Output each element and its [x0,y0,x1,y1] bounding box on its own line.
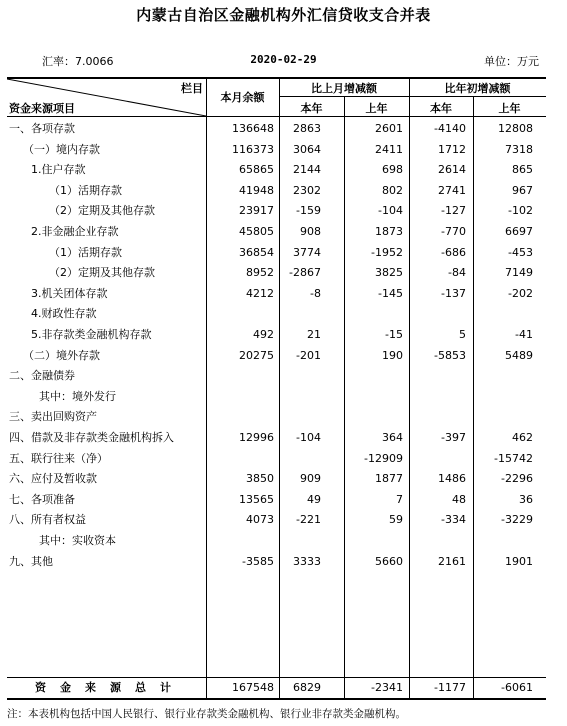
total-balance: 167548 [232,681,274,694]
row-label: （2）定期及其他存款 [49,204,155,218]
month-last-year-cell [347,387,403,408]
year-last-year-cell: 967 [512,183,533,197]
month-this-year-cell: 2302 [293,183,321,197]
year-this-year-cell: -397 [441,431,466,444]
year-last-year-cell: 462 [512,431,533,444]
year-this-year-cell: -334 [441,513,466,527]
col-balance-header: 本月余额 [220,91,265,104]
row-label: （1）活期存款 [49,183,122,197]
month-last-year-cell: -1952 [371,245,403,259]
year-last-year-cell: -202 [508,286,533,300]
month-change-header: 比上月增减额 [311,82,377,95]
row-label: 四、借款及非存款类金融机构拆入 [9,431,174,444]
row-label: 一、各项存款 [9,122,75,135]
year-last-year-cell: 36 [519,492,533,506]
month-last-year-cell: 5660 [375,554,403,568]
month-this-year-cell: 3064 [293,142,321,156]
row-label: 其中：境外发行 [39,389,116,403]
year-last-year-cell [477,387,533,408]
year-this-year-cell: 5 [459,328,466,341]
table-row [7,243,546,264]
row-label: 1.住户存款 [31,163,86,177]
year-this-year-cell: -770 [441,225,466,238]
header-bottom-border [7,116,546,117]
table-row [7,346,546,367]
month-last-year-cell: 7 [396,492,403,506]
year-last-year-cell: 1901 [505,554,533,568]
month-this-year-cell [279,531,321,552]
year-this-year-cell [412,387,466,408]
balance-cell: 41948 [239,183,274,197]
month-this-year-cell: 3774 [293,245,321,259]
month-last-year-cell: 59 [389,513,403,527]
year-this-year-cell: -84 [448,266,466,280]
total-year-last-year: -6061 [501,681,533,694]
table-row [7,304,546,325]
year-this-year-cell [412,304,466,325]
balance-cell: 13565 [239,492,274,506]
year-change-header: 比年初增减额 [444,82,511,95]
year-last-year-cell [477,366,533,387]
month-last-year-cell: 802 [382,183,403,197]
group-header-divider [279,96,546,97]
year-this-year-cell: 1486 [438,472,466,486]
month-last-year-cell [347,366,403,387]
month-last-year-cell: 2601 [375,122,403,135]
balance-cell: 8952 [246,266,274,280]
table-row [7,222,546,243]
month-last-year-cell: 190 [382,348,403,362]
row-label: （1）活期存款 [49,245,122,259]
total-year-this-year: -1177 [434,681,466,694]
month-last-year-cell: 364 [382,431,403,444]
year-last-year-cell [477,407,533,428]
year-this-year-cell: 2614 [438,163,466,177]
year-last-year-cell: -2296 [501,472,533,486]
year-last-year-cell: 5489 [505,348,533,362]
month-this-year-cell: -221 [296,513,321,527]
month-this-year-cell: 2144 [293,163,321,177]
month-last-year-cell: -145 [378,286,403,300]
balance-cell: 20275 [239,348,274,362]
year-this-year-cell [412,366,466,387]
month-last-year-cell [347,531,403,552]
year-this-year-cell [412,531,466,552]
balance-cell: 136648 [232,122,274,135]
year-last-year-cell: 6697 [505,225,533,238]
month-this-year-cell: -104 [296,431,321,444]
month-last-year-cell [347,407,403,428]
month-last-year-cell: 3825 [375,266,403,280]
year-this-year-cell: -127 [441,204,466,218]
row-label: （一）境内存款 [23,142,100,156]
month-this-year-cell: 3333 [293,554,321,568]
balance-cell: 65865 [239,163,274,177]
row-label: 九、其他 [9,554,53,568]
balance-cell: 116373 [232,142,274,156]
year-this-year-cell: 2161 [438,554,466,568]
month-last-year-cell [347,304,403,325]
table-row [7,510,546,531]
year-last-year-cell: 865 [512,163,533,177]
month-last-year-cell: 1873 [375,225,403,238]
balance-cell: 12996 [239,431,274,444]
table-row [7,387,546,408]
table-row [7,428,546,449]
balance-cell: 23917 [239,204,274,218]
month-this-year-cell: -2867 [289,266,321,280]
year-this-year-cell: 2741 [438,183,466,197]
year-last-year-cell: 7149 [505,266,533,280]
table-row [7,407,546,428]
table-row [7,449,546,470]
total-month-this-year: 6829 [293,681,321,694]
month-last-year-cell: -12909 [364,451,403,465]
balance-cell [209,531,274,552]
table-row [7,181,546,202]
row-label: 3.机关团体存款 [31,286,108,300]
balance-cell: 492 [253,328,274,341]
month-last-year-cell: -15 [385,328,403,341]
row-label: （二）境外存款 [23,348,100,362]
year-last-year-cell: 7318 [505,142,533,156]
row-label: 三、卖出回购资产 [9,410,97,424]
row-label: 七、各项准备 [9,492,75,506]
year-last-year-cell: -41 [515,328,533,341]
month-this-year-cell [279,304,321,325]
row-label: 八、所有者权益 [9,513,86,527]
table-row [7,140,546,161]
table-row [7,263,546,284]
year-this-year-cell [412,449,466,470]
table-row [7,366,546,387]
balance-cell [209,387,274,408]
footnote: 注：本表机构包括中国人民银行、银行业存款类金融机构、银行业非存款类金融机构。 [7,708,406,720]
month-this-year-cell [279,387,321,408]
month-this-year-header: 本年 [300,102,323,115]
balance-cell: -3585 [242,554,274,568]
balance-cell [209,449,274,470]
row-label: （2）定期及其他存款 [49,266,155,280]
year-last-year-header: 上年 [498,102,521,115]
balance-cell: 4073 [246,513,274,527]
total-label: 资金来源总计 [35,681,185,694]
unit-label: 单位：万元 [484,55,539,68]
balance-cell: 36854 [239,245,274,259]
table-row [7,119,546,140]
table-row [7,469,546,490]
year-this-year-header: 本年 [430,102,452,115]
table-row [7,552,546,573]
corner-bottom-label: 资金来源项目 [9,102,75,115]
balance-cell: 4212 [246,286,274,300]
table-row [7,201,546,222]
row-label: 4.财政性存款 [31,307,97,321]
total-row [7,678,546,699]
table-row [7,325,546,346]
year-last-year-cell: -15742 [494,451,533,465]
month-this-year-cell [279,407,321,428]
month-this-year-cell [279,449,321,470]
month-this-year-cell: 908 [300,225,321,238]
year-this-year-cell: 48 [452,492,466,506]
month-this-year-cell: -201 [296,348,321,362]
row-label: 其中：实收资本 [39,534,116,547]
report-date: 2020-02-29 [250,53,317,66]
month-this-year-cell: 2863 [293,122,321,135]
year-last-year-cell [477,531,533,552]
report-title: 内蒙古自治区金融机构外汇信贷收支合并表 [136,6,431,24]
month-last-year-cell: 698 [382,163,403,177]
year-this-year-cell: -5853 [434,348,466,362]
row-label: 五、联行往来（净） [9,451,108,465]
year-this-year-cell: -4140 [434,122,466,135]
month-last-year-header: 上年 [365,102,388,115]
balance-cell: 45805 [239,225,274,238]
year-this-year-cell: 1712 [438,142,466,156]
table-row [7,160,546,181]
balance-cell [209,407,274,428]
month-this-year-cell: 21 [307,328,321,341]
balance-cell [209,304,274,325]
corner-top-label: 栏目 [181,82,203,95]
month-last-year-cell: -104 [378,204,403,218]
row-label: 六、应付及暂收款 [9,472,97,486]
month-last-year-cell: 2411 [375,142,403,156]
year-last-year-cell: -102 [508,204,533,218]
total-month-last-year: -2341 [371,681,403,694]
month-this-year-cell: 909 [300,472,321,486]
month-this-year-cell [279,366,321,387]
table-row [7,531,546,552]
year-last-year-cell: -3229 [501,513,533,527]
exchange-rate: 汇率：7.0066 [42,55,114,68]
month-this-year-cell: -8 [310,286,321,300]
table-row [7,284,546,305]
table-row [7,490,546,511]
month-this-year-cell: -159 [296,204,321,218]
month-last-year-cell: 1877 [375,472,403,486]
year-this-year-cell: -686 [441,245,466,259]
year-this-year-cell [412,407,466,428]
year-this-year-cell: -137 [441,286,466,300]
row-label: 二、金融债券 [9,369,75,383]
row-label: 2.非金融企业存款 [31,225,119,238]
balance-cell: 3850 [246,472,274,486]
year-last-year-cell: -453 [508,245,533,259]
row-label: 5.非存款类金融机构存款 [31,328,152,341]
month-this-year-cell: 49 [307,492,321,506]
year-last-year-cell: 12808 [498,122,533,135]
balance-cell [209,366,274,387]
year-last-year-cell [477,304,533,325]
